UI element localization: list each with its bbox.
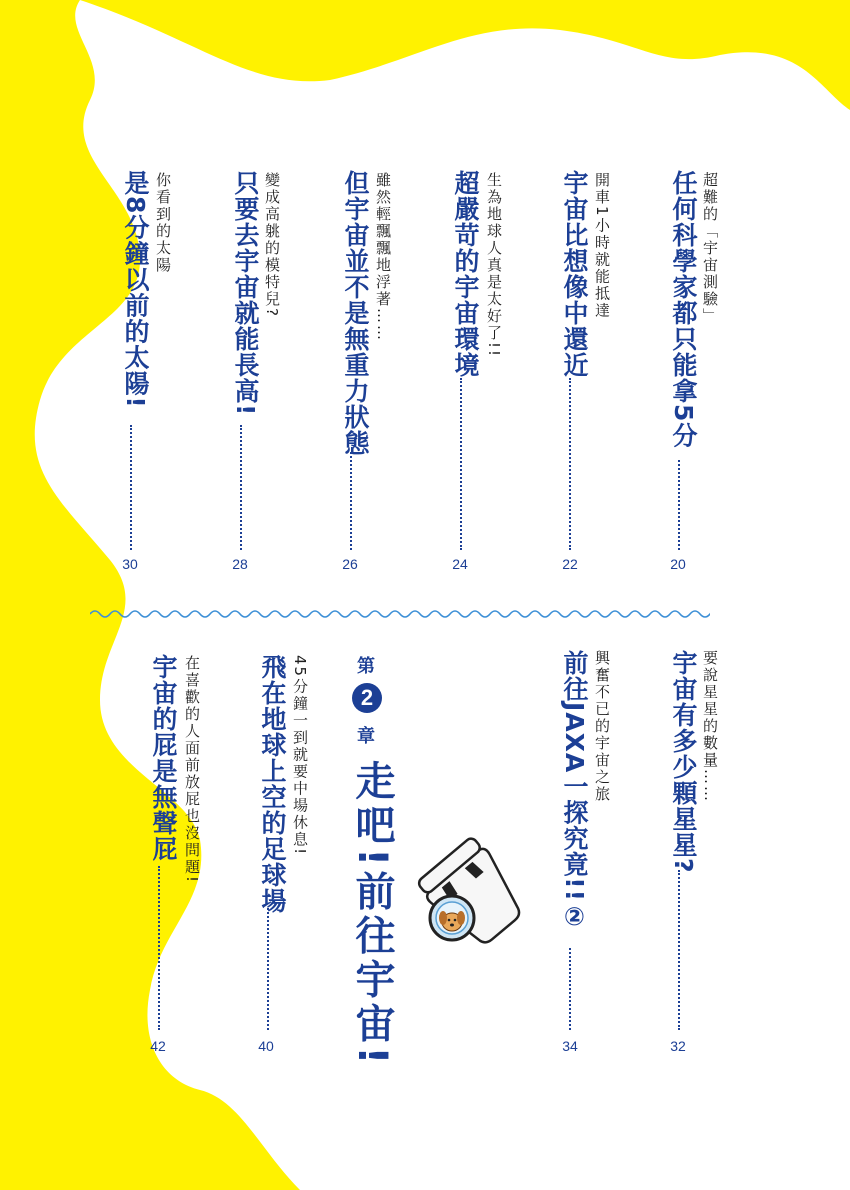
- leader-dots: [350, 452, 352, 550]
- entry-subtitle: 生為地球人真是太好了!!: [485, 172, 503, 359]
- space-capsule-with-dog-icon: [410, 830, 530, 950]
- chapter-suffix: 章: [357, 726, 375, 747]
- entry-title: 飛在地球上空的足球場: [258, 654, 287, 914]
- page-number: 22: [562, 556, 578, 572]
- leader-dots: [569, 948, 571, 1030]
- entry-subtitle: 變成高䠷的模特兒?: [263, 172, 281, 318]
- leader-dots: [130, 425, 132, 550]
- leader-dots: [240, 425, 242, 550]
- leader-dots: [267, 908, 269, 1030]
- entry-title: 宇宙比想像中還近: [560, 170, 589, 378]
- entry-subtitle: 要說星星的數量……: [701, 650, 719, 803]
- page-number: 34: [562, 1038, 578, 1054]
- page-number: 26: [342, 556, 358, 572]
- chapter-prefix: 第: [357, 656, 375, 677]
- entry-subtitle: 超難的「宇宙測驗」: [701, 172, 719, 325]
- wave-divider: [90, 608, 710, 620]
- entry-subtitle: 雖然輕飄飄地浮著……: [374, 172, 392, 342]
- entry-subtitle: 45分鐘一到就要中場休息!: [291, 655, 309, 857]
- leader-dots: [678, 460, 680, 550]
- page-number: 28: [232, 556, 248, 572]
- leader-dots: [460, 378, 462, 550]
- chapter-number-badge: 2: [352, 683, 382, 713]
- entry-title: 前往JAXA一探究竟!!②: [560, 650, 589, 933]
- entry-title: 只要去宇宙就能長高!: [231, 170, 260, 417]
- entry-title: 但宇宙並不是無重力狀態: [341, 170, 370, 456]
- page-number: 30: [122, 556, 138, 572]
- page-number: 40: [258, 1038, 274, 1054]
- page-number: 20: [670, 556, 686, 572]
- entry-subtitle: 興奮不已的宇宙之旅: [593, 650, 611, 803]
- entry-subtitle: 你看到的太陽: [154, 172, 172, 274]
- page-number: 32: [670, 1038, 686, 1054]
- chapter-title: 走吧!前往宇宙!: [349, 760, 395, 1069]
- leader-dots: [158, 866, 160, 1030]
- entry-title: 是8分鐘以前的太陽!: [121, 170, 150, 409]
- entry-title: 宇宙的屁是無聲屁: [149, 654, 178, 862]
- page-number: 24: [452, 556, 468, 572]
- entry-subtitle: 開車1小時就能抵達: [593, 172, 611, 320]
- entry-title: 宇宙有多少顆星星?: [669, 650, 698, 874]
- entry-title: 任何科學家都只能拿5分: [669, 170, 698, 449]
- leader-dots: [678, 870, 680, 1030]
- entry-title: 超嚴苛的宇宙環境: [451, 170, 480, 378]
- entry-subtitle: 在喜歡的人面前放屁也沒問題!: [183, 655, 201, 885]
- page-number: 42: [150, 1038, 166, 1054]
- leader-dots: [569, 378, 571, 550]
